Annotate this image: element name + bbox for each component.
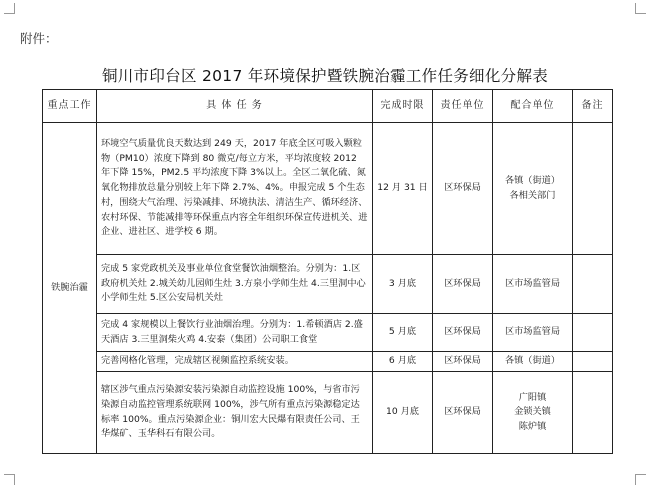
table-row <box>43 352 613 372</box>
page-corner-mark-top-right <box>635 3 646 14</box>
cooperating-unit: 金锁关镇 <box>514 406 551 418</box>
page-corner-mark-top-left <box>4 3 15 14</box>
deadline-cell: 6 月底 <box>373 352 433 372</box>
responsible-cell: 区环保局 <box>433 255 493 314</box>
cooperating-unit: 各相关部门 <box>509 189 556 201</box>
category-cell: 铁腕治霾 <box>43 123 97 454</box>
remarks-cell <box>573 255 613 314</box>
cooperating-unit: 各镇（街道） <box>504 175 561 187</box>
responsible-cell: 区环保局 <box>433 372 493 454</box>
attachment-label: 附件： <box>20 31 58 46</box>
cooperating-cell <box>493 255 573 314</box>
header-category: 重点工作 <box>43 90 97 123</box>
cooperating-cell <box>493 352 573 372</box>
task-cell: 完善网格化管理，完成辖区视频监控系统安装。 <box>97 352 373 372</box>
responsible-cell: 区环保局 <box>433 123 493 255</box>
table-row <box>43 372 613 454</box>
header-remarks: 备注 <box>573 90 613 123</box>
cooperating-unit: 区市场监管局 <box>504 326 561 338</box>
cooperating-unit: 区市场监管局 <box>504 277 561 289</box>
remarks-cell <box>573 123 613 255</box>
cooperating-cell <box>493 123 573 255</box>
table-row <box>43 314 613 352</box>
responsible-cell: 区环保局 <box>433 314 493 352</box>
header-task: 具 体 任 务 <box>97 90 373 123</box>
page-corner-mark-bottom-left <box>4 474 15 485</box>
cooperating-unit: 陈炉镇 <box>518 420 547 432</box>
responsible-cell: 区环保局 <box>433 352 493 372</box>
task-cell: 环境空气质量优良天数达到 249 天，2017 年底全区可吸入颗粒物（PM10）浓度下降到 80 微克/每立方米，平均浓度较 2012 年下降 15%，PM2.5 平均浓度下降 3%以上。全区二氧化硫、氮氧化物排放总量分别较上年下降 2.7%、4%。申报完成 5 个生态村，围绕大气治理、污染减排、环境执法、清洁生产、循环经济、农村环保、节能减排等环保重点内容全年组织环保宣传进机关、进企业、进社区、进学校 6 期。 <box>97 123 373 255</box>
deadline-cell: 3 月底 <box>373 255 433 314</box>
deadline-cell: 10 月底 <box>373 372 433 454</box>
page-corner-mark-bottom-right <box>635 474 646 485</box>
task-cell: 完成 5 家党政机关及事业单位食堂餐饮油烟整治。分别为：1.区政府机关灶 2.城关幼儿园师生灶 3.方泉小学师生灶 4.三里洞中心小学师生灶 5.区公安局机关灶 <box>97 255 373 314</box>
task-cell: 辖区涉气重点污染源安装污染源自动监控设施 100%，与省市污染源自动监控管理系统联网 100%，涉气所有重点污染源稳定达标率 100%。重点污染源企业：铜川宏大民爆有限责任公司、王华煤矿、玉华科石有限公司。 <box>97 372 373 454</box>
cooperating-unit: 各镇（街道） <box>504 355 561 367</box>
document-title: 铜川市印台区 2017 年环境保护暨铁腕治霾工作任务细化分解表 <box>101 67 549 85</box>
task-cell: 完成 4 家规模以上餐饮行业油烟治理。分别为：1.希顿酒店 2.盛天酒店 3.三里洞柴火鸡 4.安泰（集团）公司职工食堂 <box>97 314 373 352</box>
cooperating-cell <box>493 314 573 352</box>
remarks-cell <box>573 372 613 454</box>
table-header-row <box>43 90 613 123</box>
task-table <box>42 89 613 454</box>
remarks-cell <box>573 352 613 372</box>
table-row <box>43 123 613 255</box>
header-cooperating: 配合单位 <box>493 90 573 123</box>
cooperating-cell <box>493 372 573 454</box>
deadline-cell: 12 月 31 日 <box>373 123 433 255</box>
header-responsible: 责任单位 <box>433 90 493 123</box>
remarks-cell <box>573 314 613 352</box>
header-deadline: 完成时限 <box>373 90 433 123</box>
deadline-cell: 5 月底 <box>373 314 433 352</box>
table-row <box>43 255 613 314</box>
cooperating-unit: 广阳镇 <box>518 392 547 404</box>
